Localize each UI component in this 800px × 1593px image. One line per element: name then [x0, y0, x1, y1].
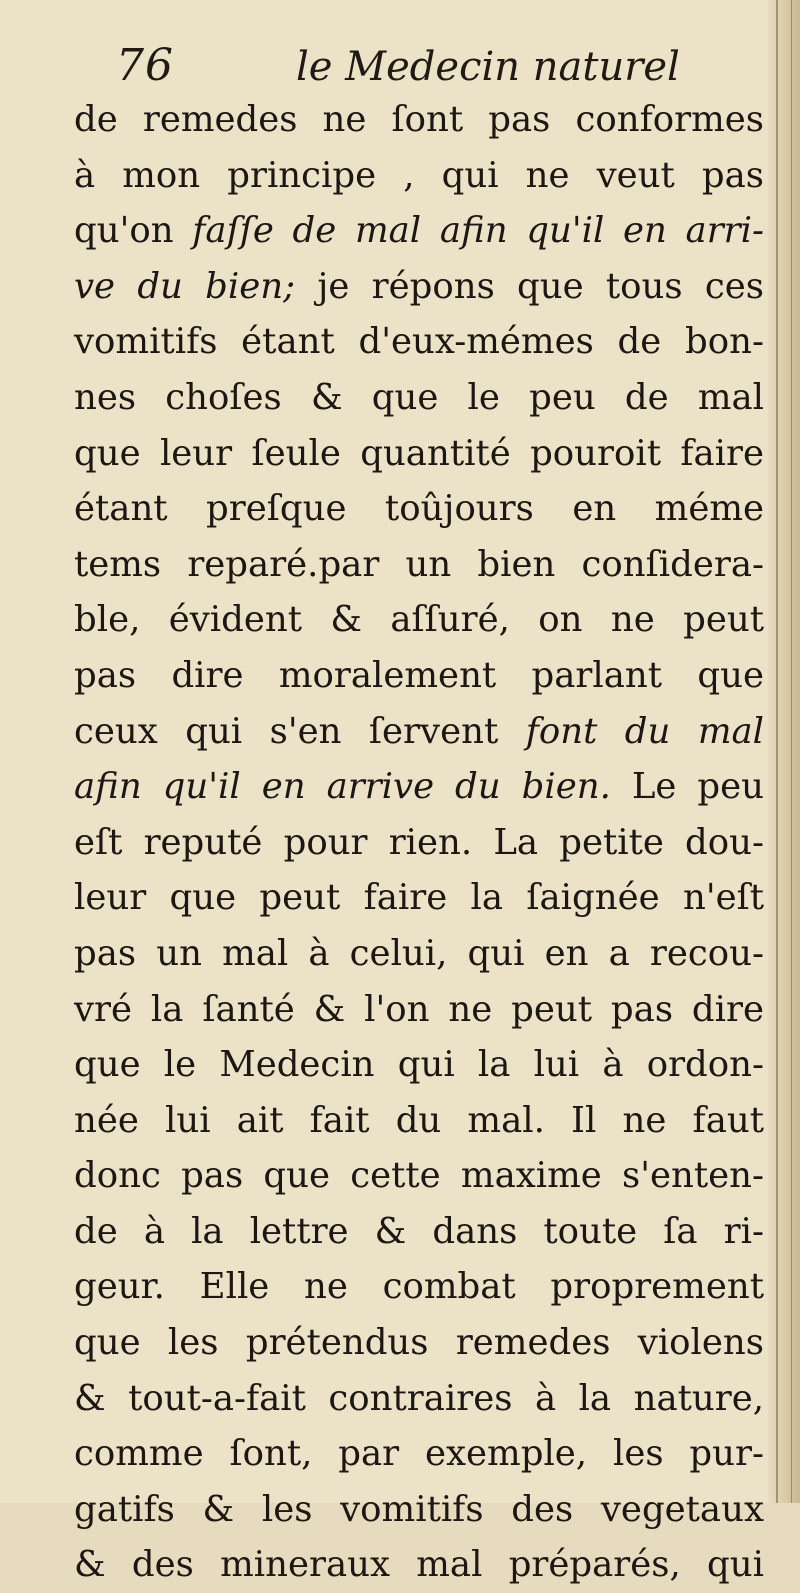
text-line — [74, 704, 764, 760]
page-gutter — [768, 0, 800, 1503]
text-line — [74, 1148, 764, 1204]
running-title: le Medecin naturel — [296, 44, 680, 90]
text-segment: eſt reputé pour rien. La petite dou- — [74, 821, 764, 863]
text-line — [74, 1037, 764, 1093]
text-segment: ceux qui s'en ſervent — [74, 710, 526, 752]
text-segment: gatifs & les vomitifs des vegetaux — [74, 1488, 764, 1530]
text-line — [74, 314, 764, 370]
text-segment: née lui ait fait du mal. Il ne faut — [74, 1099, 764, 1141]
text-line — [74, 1315, 764, 1371]
text-segment: vomitifs étant d'eux-mémes de bon- — [74, 321, 764, 363]
text-line — [74, 1093, 764, 1149]
text-line — [74, 1426, 764, 1482]
page-header — [116, 40, 756, 100]
text-segment: pas un mal à celui, qui en a recou- — [74, 932, 764, 974]
text-line — [74, 92, 764, 148]
text-line — [74, 370, 764, 426]
italic-text: font du mal — [525, 710, 764, 752]
text-line — [74, 815, 764, 871]
text-segment: vré la ſanté & l'on ne peut pas dire — [74, 988, 764, 1030]
text-segment: comme ſont, par exemple, les pur- — [74, 1433, 764, 1475]
body-text — [74, 92, 764, 1593]
text-line — [74, 259, 764, 315]
text-line — [74, 759, 764, 815]
text-segment: de remedes ne ſont pas conformes — [74, 99, 764, 140]
text-segment: que leur ſeule quantité pouroit faire — [74, 432, 764, 474]
text-line — [74, 926, 764, 982]
text-segment: de à la lettre & dans toute ſa ri- — [74, 1210, 764, 1252]
page-number: 76 — [116, 40, 174, 91]
text-segment: nes choſes & que le peu de mal — [74, 376, 764, 418]
text-line — [74, 870, 764, 926]
text-segment: donc pas que cette maxime s'enten- — [74, 1155, 764, 1197]
text-line — [74, 648, 764, 704]
text-line — [74, 426, 764, 482]
text-segment: & tout-a-fait contraires à la nature, — [74, 1377, 764, 1419]
text-segment: que le Medecin qui la lui à ordon- — [74, 1044, 764, 1086]
text-segment: ble, évident & aſſuré, on ne peut — [74, 599, 764, 641]
text-segment: étant preſque toûjours en méme — [74, 488, 764, 530]
text-line — [74, 1259, 764, 1315]
text-line — [74, 481, 764, 537]
text-segment: à mon principe , qui ne veut pas — [74, 154, 764, 196]
page-edge-line — [791, 0, 792, 1503]
text-line — [74, 148, 764, 204]
text-line — [74, 1537, 764, 1593]
text-segment: Le peu — [610, 766, 765, 808]
text-line — [74, 592, 764, 648]
italic-text: faſſe de mal afin qu'il en arri- — [192, 210, 764, 252]
text-line — [74, 537, 764, 593]
text-segment: leur que peut faire la ſaignée n'eſt — [74, 877, 764, 919]
text-segment: qu'on — [74, 210, 193, 252]
text-line — [74, 1371, 764, 1427]
text-segment: geur. Elle ne combat proprement — [74, 1266, 764, 1308]
text-line — [74, 1482, 764, 1538]
text-segment: pas dire moralement parlant que — [74, 654, 764, 696]
text-line — [74, 982, 764, 1038]
text-segment: & des mineraux mal préparés, qui — [74, 1544, 764, 1586]
text-segment: que les prétendus remedes violens — [74, 1322, 764, 1364]
page-edge-line — [776, 0, 778, 1503]
italic-text: afin qu'il en arrive du bien. — [74, 766, 611, 808]
text-segment: tems reparé.par un bien conſidera- — [74, 543, 764, 585]
text-line — [74, 1204, 764, 1260]
text-line — [74, 203, 764, 259]
italic-text: ve du bien; — [74, 265, 296, 307]
text-segment: je répons que tous ces — [295, 265, 764, 307]
